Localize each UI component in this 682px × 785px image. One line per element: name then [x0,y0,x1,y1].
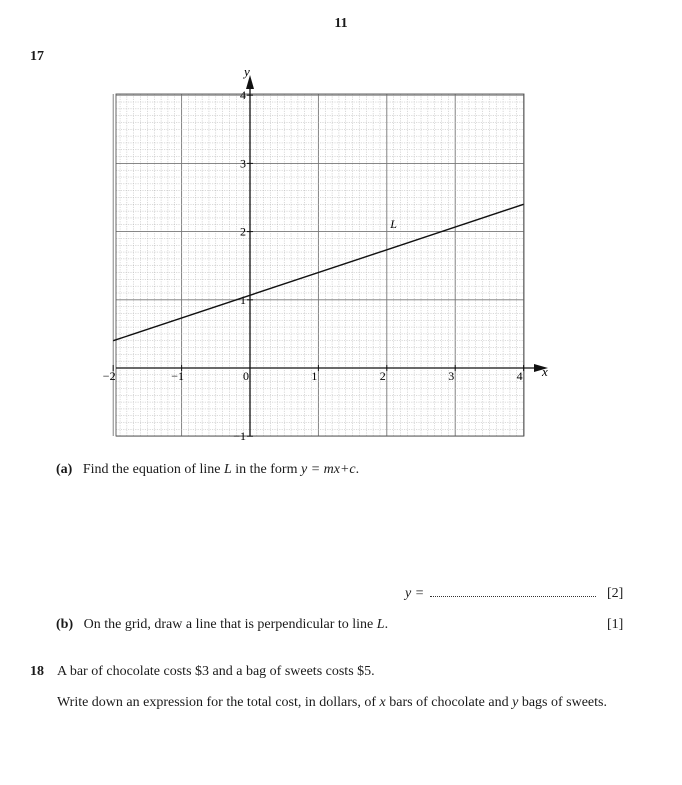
y-tick-label: −1 [233,429,246,444]
x-tick-label: 0 [243,369,249,383]
marks-17a: [2] [607,586,624,601]
part-a-line-name: L [223,462,232,477]
q18-var-y: y [512,695,519,710]
page-number: 11 [334,16,348,31]
question-17-number: 17 [30,49,44,64]
part-a-text-before: Find the equation of line [82,462,224,477]
part-a-text-mid: in the form [231,462,301,477]
q18-text-mid: bars of chocolate and [385,695,513,710]
question-17a [56,462,359,478]
line-L-label: L [390,217,397,232]
q18-text-end: bags of sweets. [518,695,607,710]
x-tick-label: 3 [448,369,455,383]
y-axis-label: y [244,64,250,79]
answer-line-17a[interactable] [405,586,596,602]
question-18-number: 18 [30,664,44,679]
x-tick-label: 1 [311,369,318,383]
part-a-equation-form: y = mx+c [301,462,356,477]
x-tick-label: −2 [102,369,116,383]
question-18-line1: A bar of chocolate costs $3 and a bag of sweets costs $5. [57,664,375,679]
grid-border [116,94,524,436]
question-18-line2 [57,695,607,711]
q18-var-x: x [379,695,386,710]
x-tick-label: 2 [379,369,386,383]
y-tick-label: 1 [240,292,246,307]
y-tick-label: 4 [240,88,246,103]
q18-text-before: Write down an expression for the total cost, in dollars, of [57,695,380,710]
x-tick-label: −1 [171,369,184,383]
answer-prefix: y = [405,586,425,601]
x-axis-label: x [542,364,548,379]
part-b-text-end: . [384,617,389,632]
y-tick-label: 2 [240,224,246,239]
part-b-line-name: L [376,617,385,632]
question-17b [56,617,388,633]
part-a-text-end: . [355,462,360,477]
x-tick-label: 4 [516,369,523,383]
answer-dotted-line[interactable] [430,586,596,597]
part-b-label: (b) [56,617,74,632]
grid-lines [113,94,524,436]
part-b-text-before: On the grid, draw a line that is perpendicular to line [83,617,377,632]
part-a-label: (a) [56,462,73,477]
y-tick-label: 3 [240,156,246,171]
marks-17b: [1] [607,617,624,632]
